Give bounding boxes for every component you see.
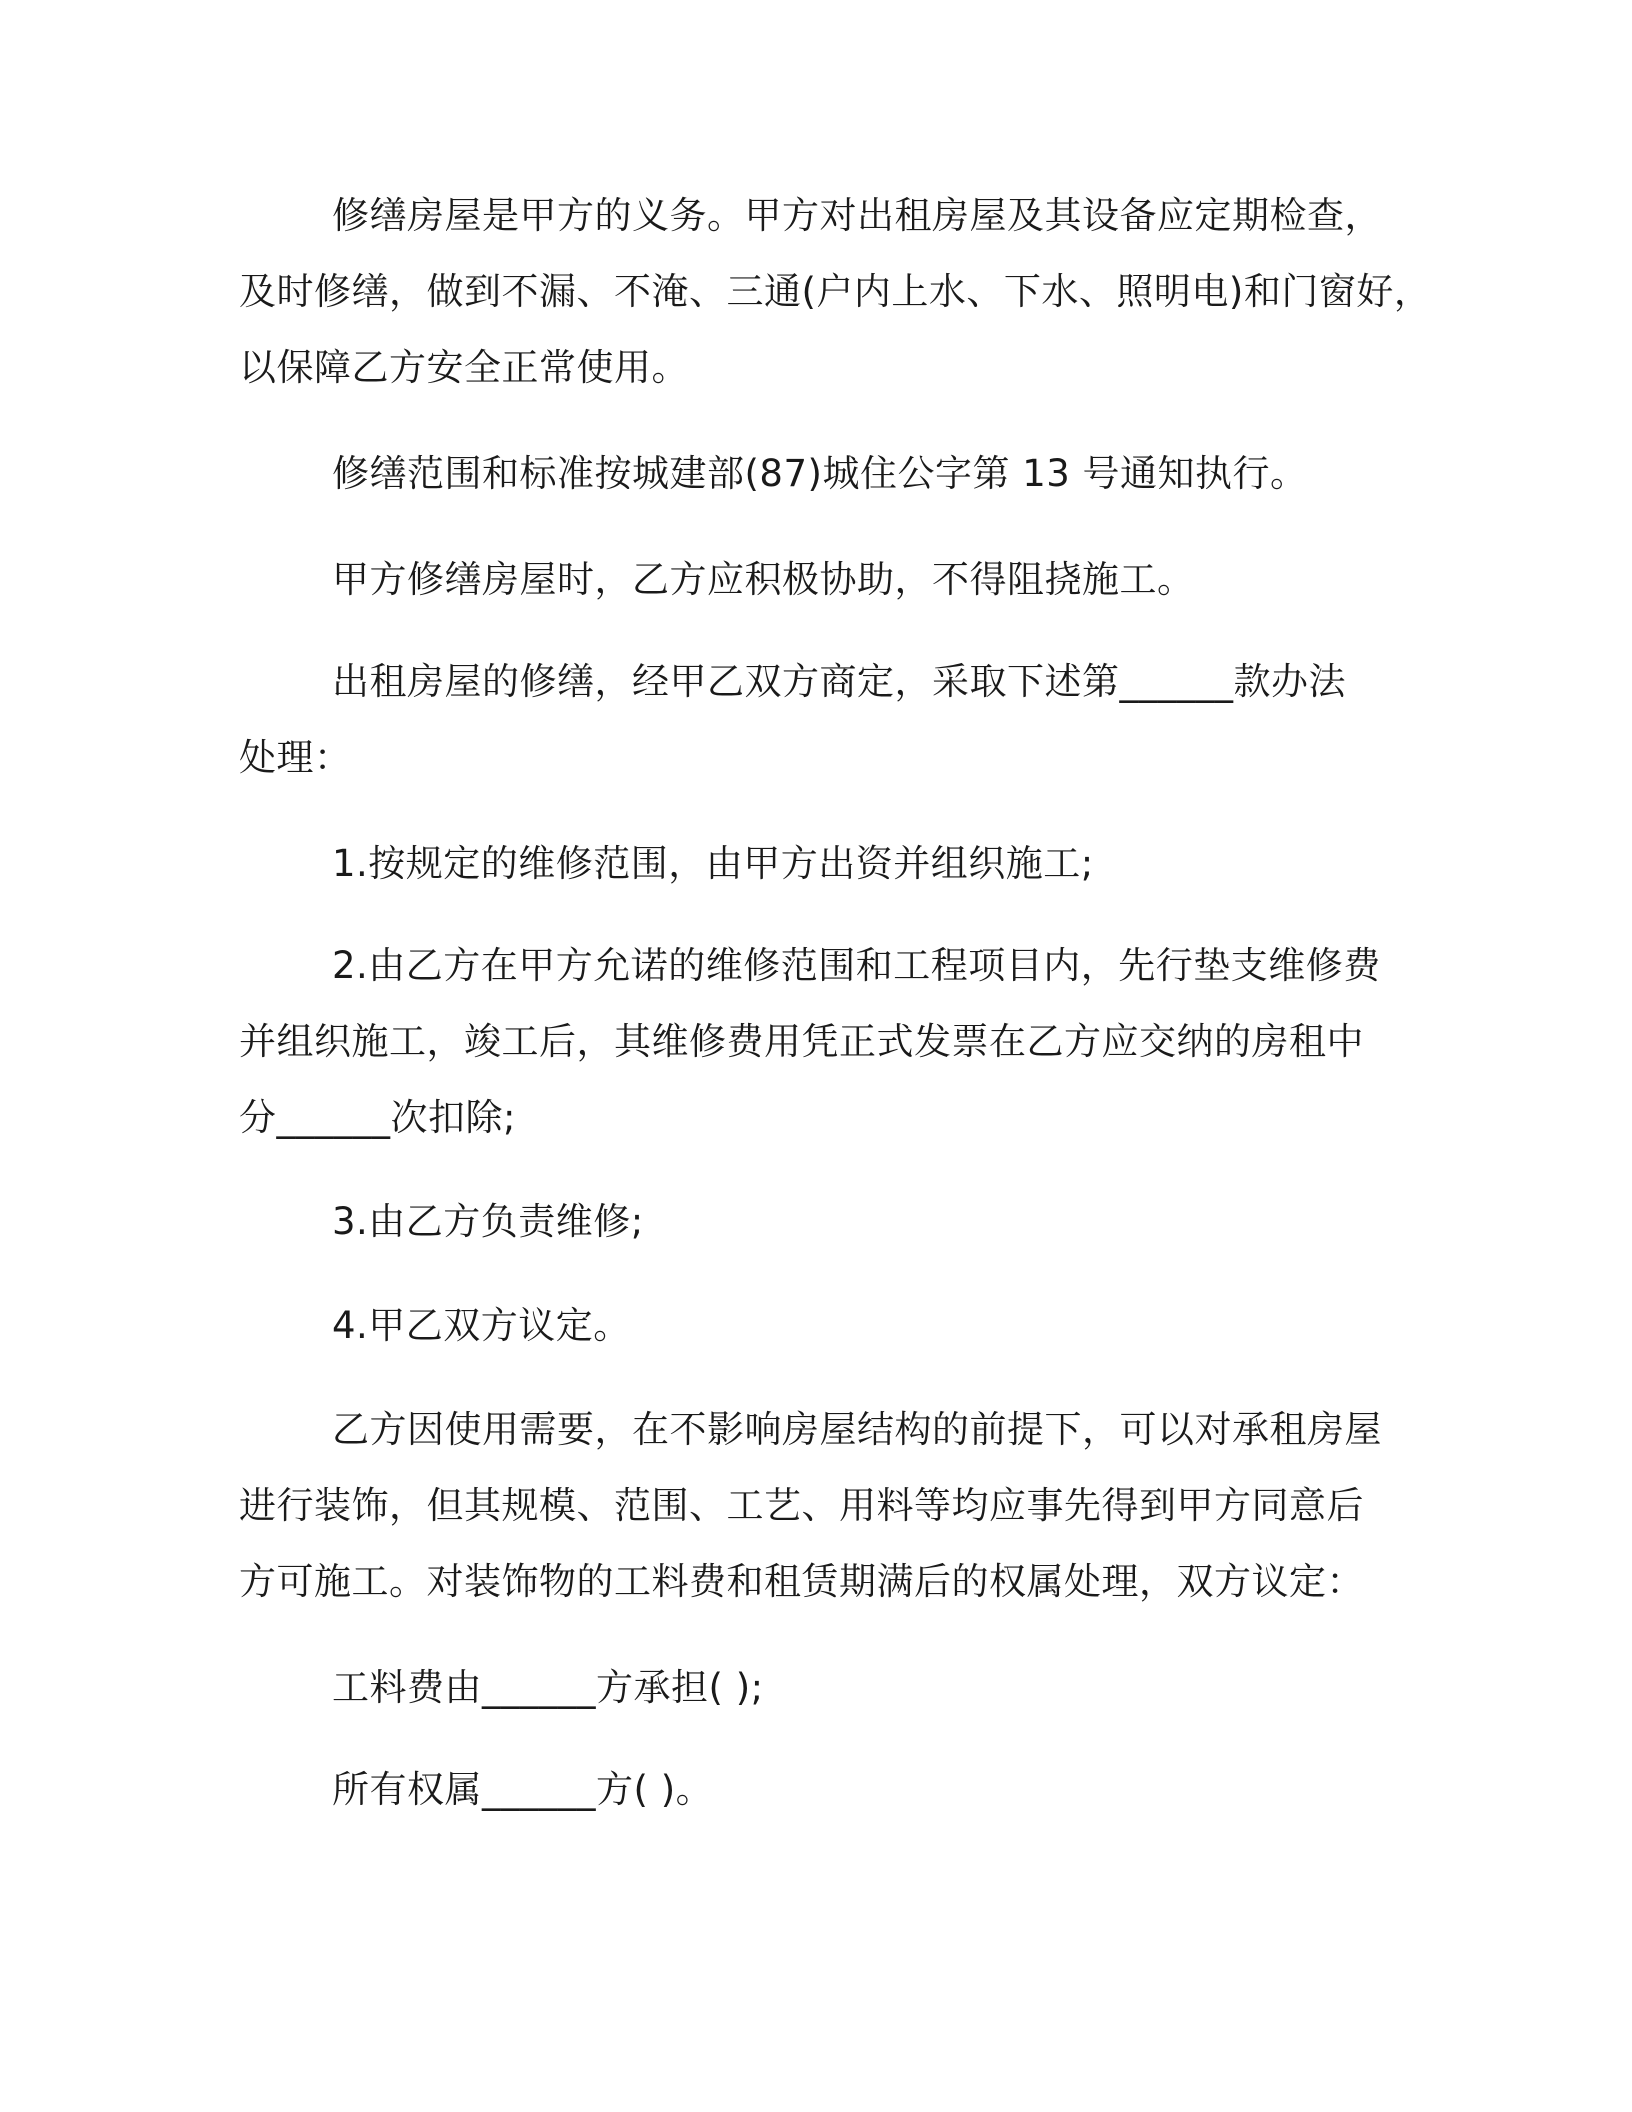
text-line: 修缮房屋是甲方的义务。甲方对出租房屋及其设备应定期检查， xyxy=(332,194,1382,237)
paragraph-repair-obligation xyxy=(239,178,1431,406)
text-line: 所有权属______方( )。 xyxy=(332,1768,714,1811)
text-line: 及时修缮，做到不漏、不淹、三通(户内上水、下水、照明电)和门窗好， xyxy=(239,270,1432,313)
text-line: 以保障乙方安全正常使用。 xyxy=(239,346,689,389)
text-line: 1.按规定的维修范围，由甲方出资并组织施工; xyxy=(332,842,1094,885)
text-line: 修缮范围和标准按城建部(87)城住公字第 13 号通知执行。 xyxy=(332,452,1308,495)
list-item-3 xyxy=(239,1184,644,1260)
text-line: 出租房屋的修缮，经甲乙双方商定，采取下述第______款办法 xyxy=(332,660,1346,703)
paragraph-repair-scope xyxy=(239,436,1308,512)
text-line: 并组织施工，竣工后，其维修费用凭正式发票在乙方应交纳的房租中 xyxy=(239,1020,1364,1063)
text-line: 方可施工。对装饰物的工料费和租赁期满后的权属处理，双方议定： xyxy=(239,1560,1364,1603)
text-line: 4.甲乙双方议定。 xyxy=(332,1304,631,1347)
text-line: 处理： xyxy=(239,736,352,779)
paragraph-decoration xyxy=(239,1392,1382,1620)
list-item-1 xyxy=(239,826,1094,902)
text-line: 工料费由______方承担( ); xyxy=(332,1666,764,1709)
paragraph-repair-method xyxy=(239,644,1346,796)
paragraph-cooperation xyxy=(239,542,1195,618)
text-line: 乙方因使用需要，在不影响房屋结构的前提下，可以对承租房屋 xyxy=(332,1408,1382,1451)
text-line: 进行装饰，但其规模、范围、工艺、用料等均应事先得到甲方同意后 xyxy=(239,1484,1364,1527)
text-line: 3.由乙方负责维修; xyxy=(332,1200,644,1243)
list-item-4 xyxy=(239,1288,631,1364)
paragraph-material-cost xyxy=(239,1650,764,1726)
paragraph-ownership xyxy=(239,1752,713,1828)
text-line: 分______次扣除; xyxy=(239,1096,516,1139)
list-item-2 xyxy=(239,928,1381,1156)
text-line: 2.由乙方在甲方允诺的维修范围和工程项目内，先行垫支维修费 xyxy=(332,944,1381,987)
text-line: 甲方修缮房屋时，乙方应积极协助，不得阻挠施工。 xyxy=(332,558,1195,601)
